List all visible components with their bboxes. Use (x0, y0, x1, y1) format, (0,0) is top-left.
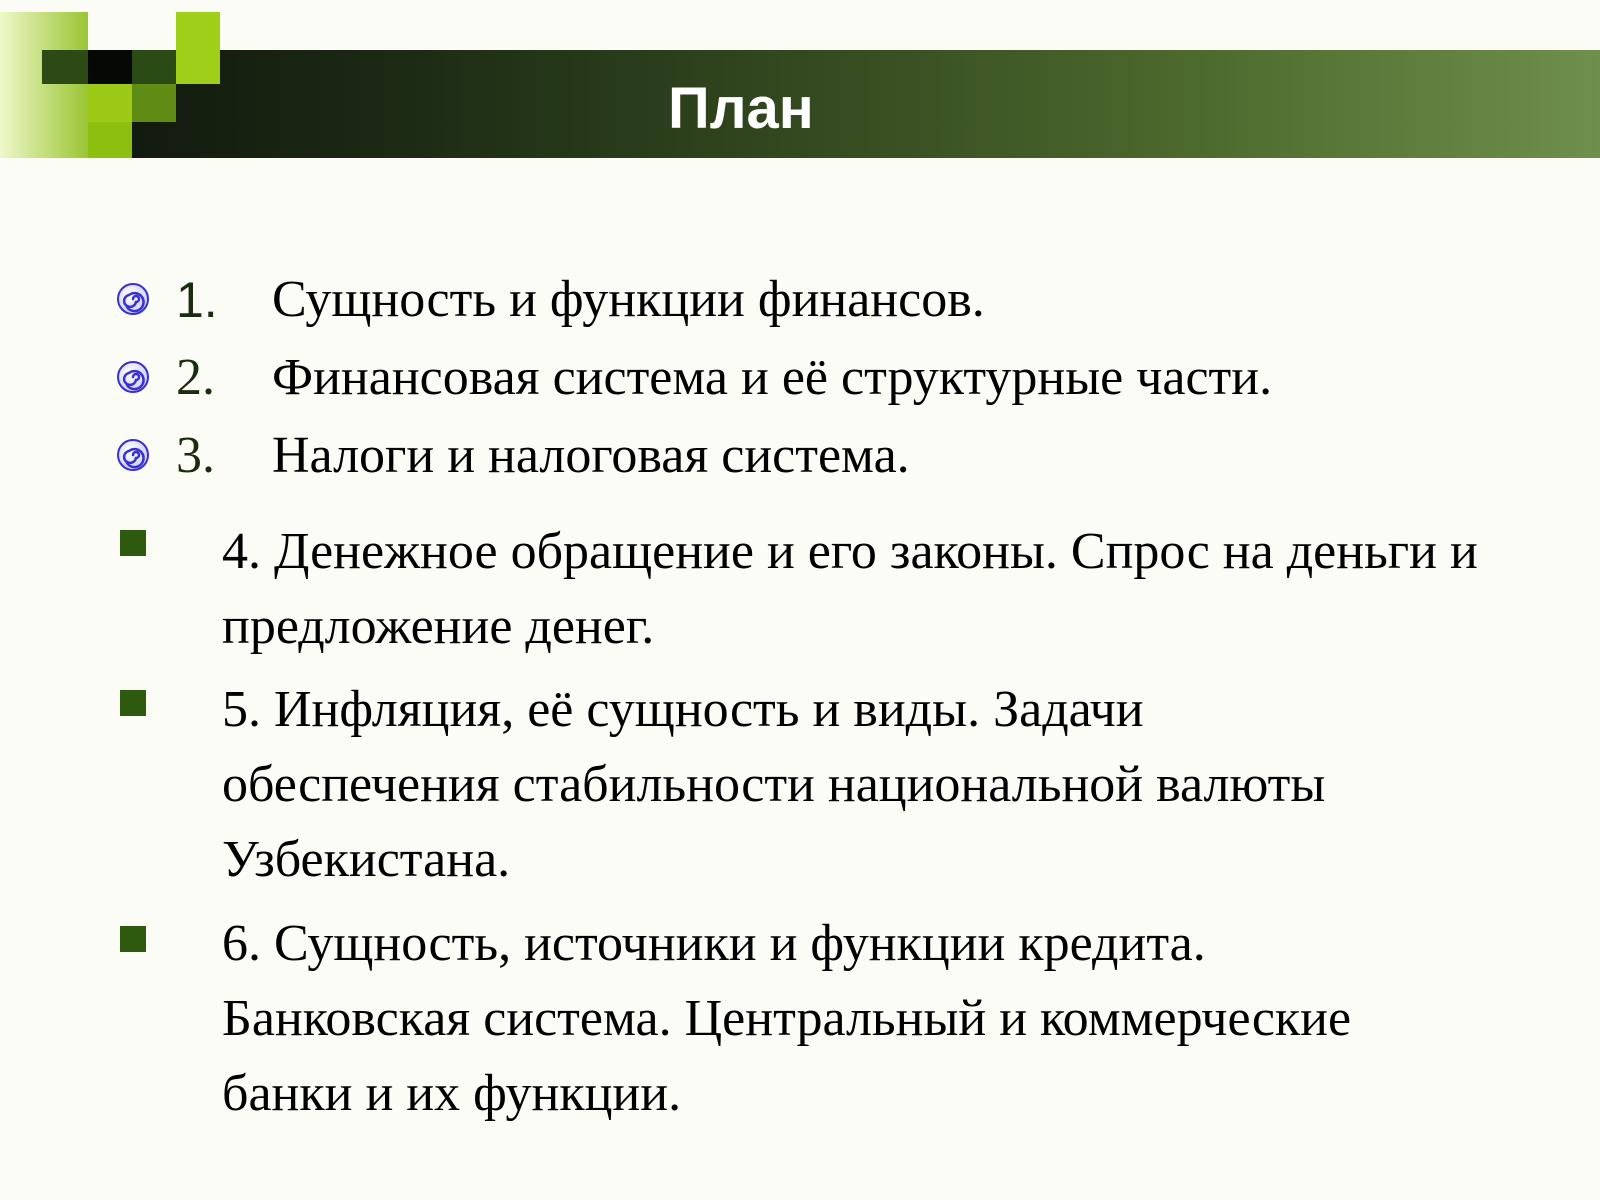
item-number: 1. (176, 272, 218, 328)
square-bullet-icon (120, 926, 146, 952)
item-text: Сущность и функции финансов. (272, 271, 985, 328)
swirl-bullet-icon (116, 438, 150, 472)
slide-title: План (668, 76, 814, 141)
item-number: 2. (176, 349, 215, 406)
swirl-bullet-icon (116, 360, 150, 394)
item-text: Сущность, источники и функции кредита. Банковская система. Центральный и коммерческие банки и их функции. (222, 915, 1352, 1122)
item-number: 6. (222, 915, 261, 972)
item-body (222, 514, 1482, 664)
item-text: Налоги и налоговая система. (272, 427, 910, 484)
item-text: Денежное обращение и его законы. Спрос на деньги и предложение денег. (222, 523, 1478, 655)
item-text: Финансовая система и её структурные части. (272, 349, 1273, 406)
square-bullet-icon (120, 690, 146, 716)
item-body (222, 906, 1422, 1131)
swirl-bullet-icon (116, 282, 150, 316)
item-number: 3. (176, 427, 215, 484)
square-bullet-icon (120, 530, 146, 556)
item-text: Инфляция, её сущность и виды. Задачи обеспечения стабильности национальной валюты Узбекистана. (222, 681, 1326, 888)
item-body (222, 672, 1342, 897)
item-number: 4. (222, 523, 261, 580)
item-number: 5. (222, 681, 261, 738)
